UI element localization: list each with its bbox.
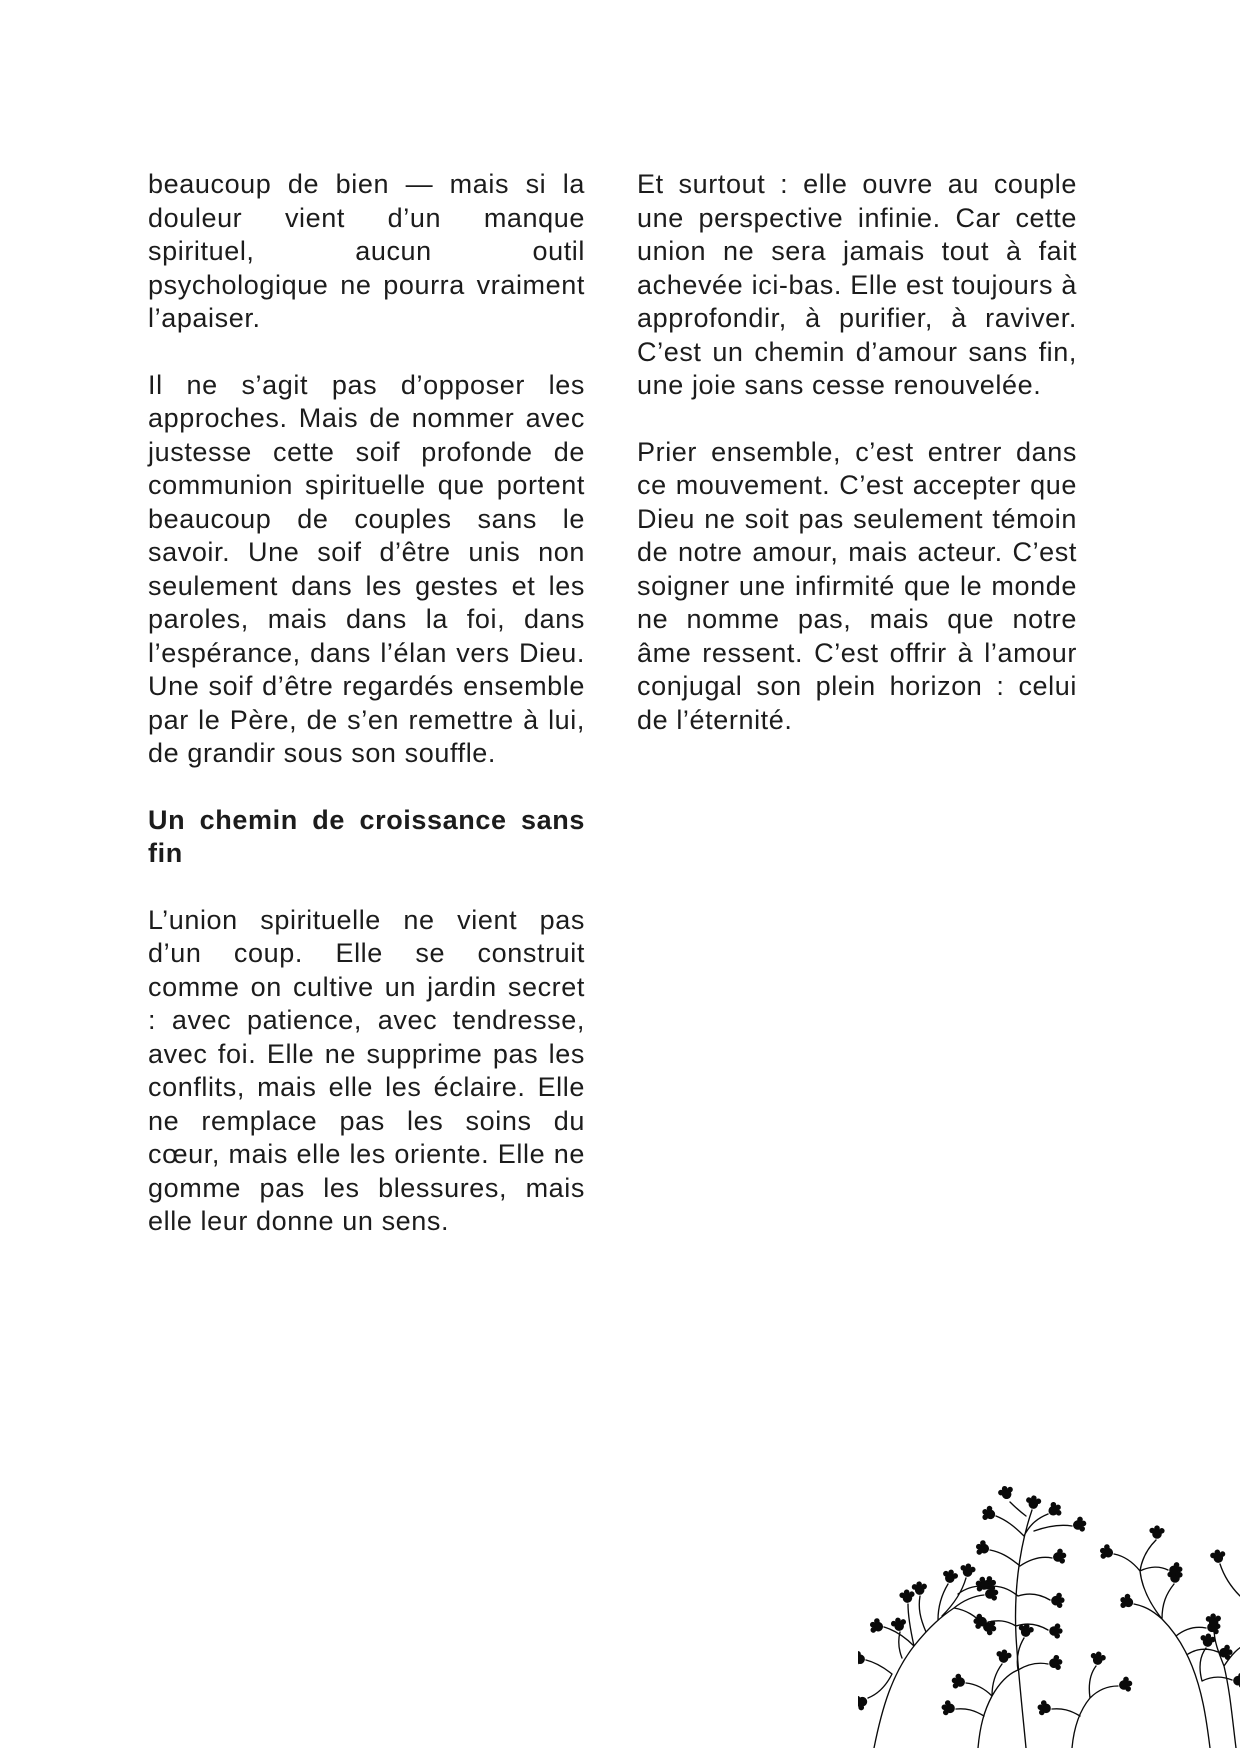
- left-column: [148, 168, 585, 1239]
- paragraph: Et surtout : elle ouvre au couple une perspective infinie. Car cette union ne sera jamais tout à fait achevée ici-bas. Elle est toujours à approfondir, à purifier, à raviver. C’est un chemin d’amour sans fin, une joie sans cesse renouvelée.: [637, 169, 1077, 400]
- paragraph: L’union spirituelle ne vient pas d’un coup. Elle se construit comme on cultive un jardin secret : avec patience, avec tendresse, avec foi. Elle ne supprime pas les conflits, mais elle les éclaire. Elle ne remplace pas les soins du cœur, mais elle les oriente. Elle ne gomme pas les blessures, mais elle leur donne un sens.: [148, 904, 585, 1236]
- paragraph: Prier ensemble, c’est entrer dans ce mouvement. C’est accepter que Dieu ne soit pas seulement témoin de notre amour, mais acteur. C’est soigner une infirmité que le monde ne nomme pas, mais que notre âme ressent. C’est offrir à l’amour conjugal son plein horizon : celui de l’éternité.: [637, 436, 1077, 735]
- gypsophila-floral-icon: [858, 1476, 1240, 1748]
- section-heading: Un chemin de croissance sans fin: [148, 804, 585, 868]
- paragraph: beaucoup de bien — mais si la douleur vient d’un manque spirituel, aucun outil psychologique ne pourra vraiment l’apaiser.: [148, 169, 585, 333]
- right-column: [637, 168, 1077, 1239]
- two-column-text-block: [148, 168, 1077, 1239]
- paragraph: Il ne s’agit pas d’opposer les approches. Mais de nommer avec justesse cette soif profonde de communion spirituelle que portent beaucoup de couples sans le savoir. Une soif d’être unis non seulement dans les gestes et les paroles, mais dans la foi, dans l’espérance, dans l’élan vers Dieu. Une soif d’être regardés ensemble par le Père, de s’en remettre à lui, de grandir sous son souffle.: [148, 369, 585, 768]
